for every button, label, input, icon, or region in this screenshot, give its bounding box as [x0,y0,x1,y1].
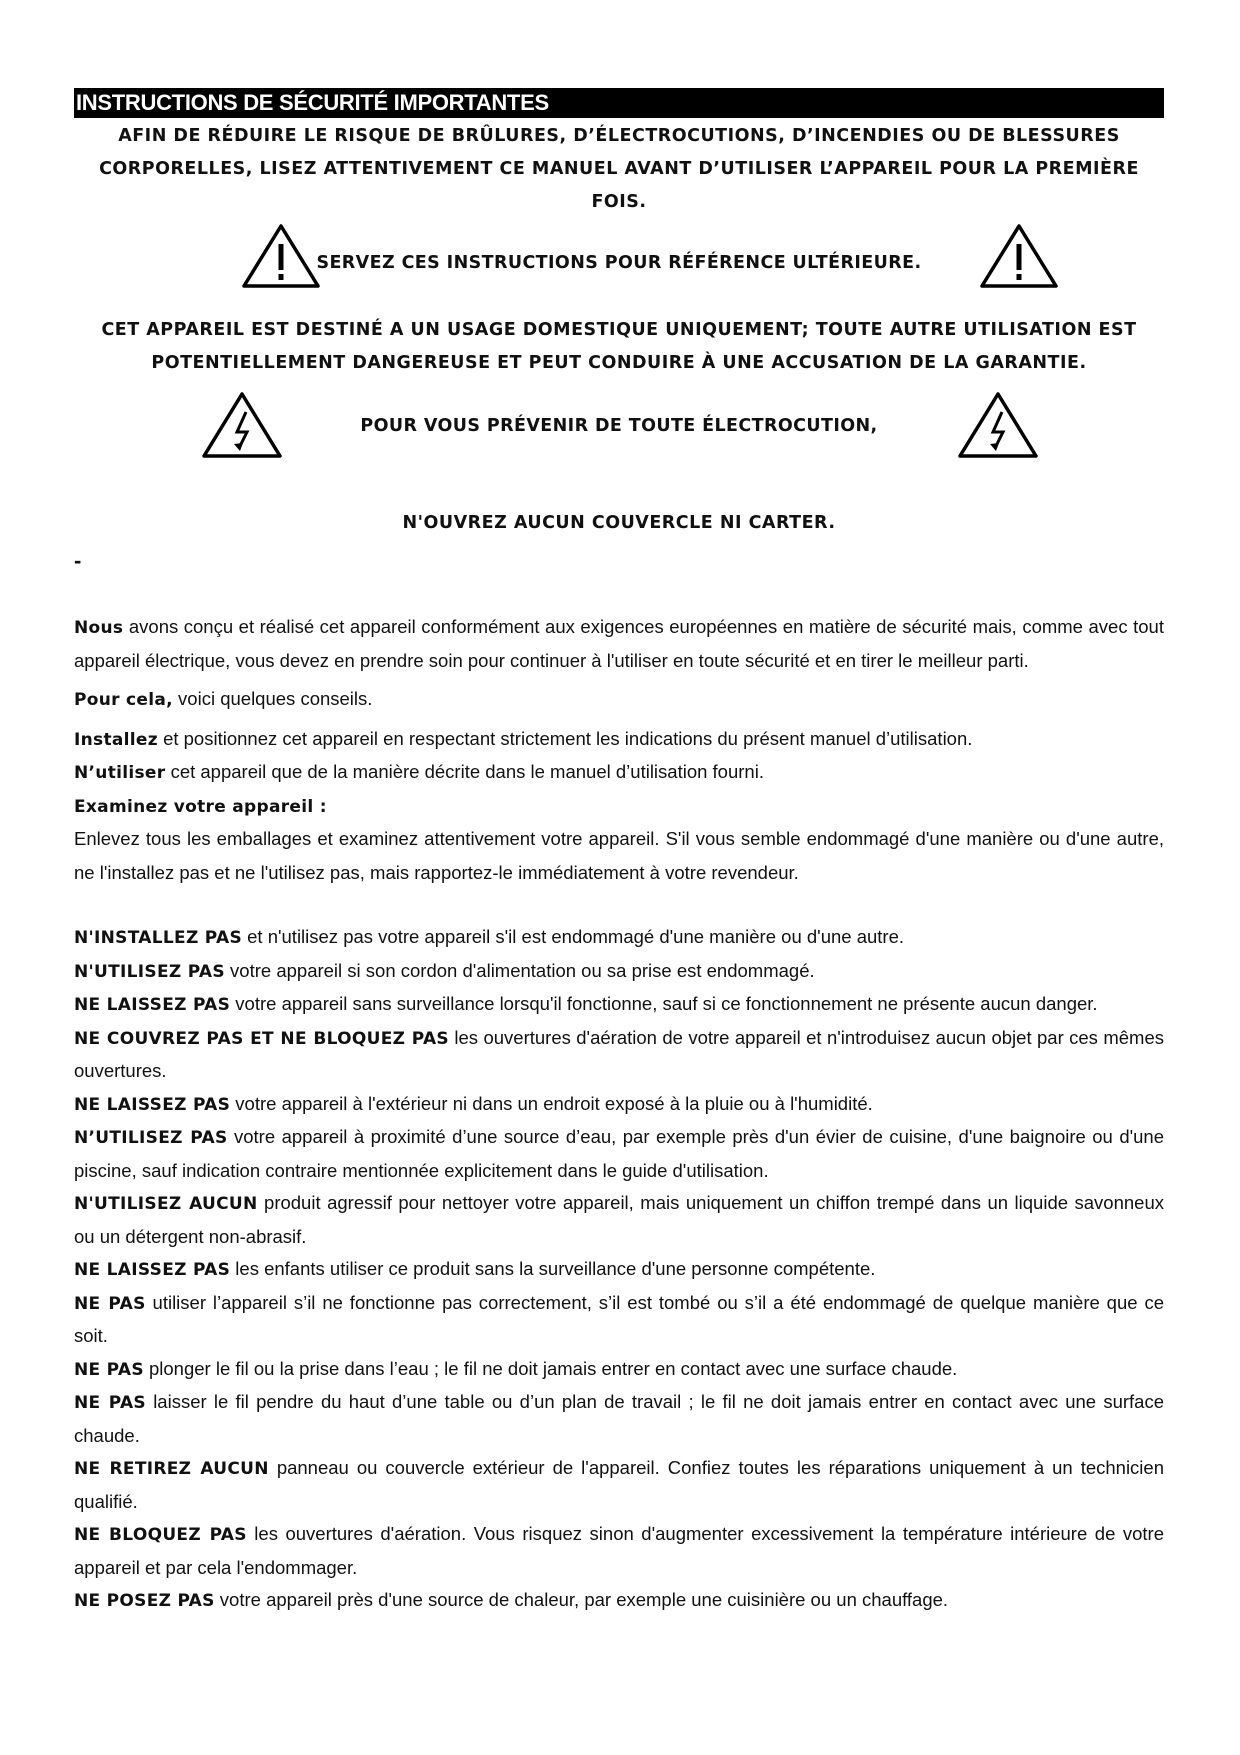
shock-warning-row [74,390,1164,460]
dash-mark: - [74,548,82,573]
paragraph: Enlevez tous les emballages et examinez attentivement votre appareil. S'il vous semble endommagé d'une manière ou d'une autre, ne l'installez pas et ne l'utilisez pas, mais rapportez-le immédiatement à votre revendeur. [74,828,1164,883]
rule-item: NE BLOQUEZ PAS les ouvertures d'aération. Vous risquez sinon d'augmenter excessivement la température intérieure de votre appareil et par cela l'endommager. [74,1523,1165,1578]
rule-item: NE PAS utiliser l’appareil s’il ne fonctionne pas correctement, s’il est tombé ou s’il a été endommagé de quelque manière que ce soit. [74,1291,1164,1346]
rule-item: N'UTILISEZ AUCUN produit agressif pour nettoyer votre appareil, mais uniquement un chiffon trempé dans un liquide savonneux ou un détergent non-abrasif. [74,1192,1165,1247]
domestic-use-warning: CET APPAREIL EST DESTINÉ A UN USAGE DOMESTIQUE UNIQUEMENT; TOUTE AUTRE UTILISATION EST POTENTIELLEMENT DANGEREUSE ET PEUT CONDUIRE À UNE ACCUSATION DE LA GARANTIE. [101,320,1137,373]
safety-body [74,611,1164,1618]
paragraph: Nous avons conçu et réalisé cet appareil conformément aux exigences européennes en matière de sécurité mais, comme avec tout appareil électrique, vous devez en prendre soin pour continuer à l'utiliser en toute sécurité et en tirer le meilleur parti. [74,616,1164,671]
section-heading: Examinez votre appareil : [74,796,327,817]
rule-item: NE POSEZ PAS votre appareil près d'une source de chaleur, par exemple une cuisinière ou un chauffage. [74,1589,949,1611]
page-title: INSTRUCTIONS DE SÉCURITÉ IMPORTANTES [74,88,1164,118]
rule-item: N'INSTALLEZ PAS et n'utilisez pas votre appareil s'il est endommagé d'une manière ou d'une autre. [74,926,905,948]
rule-item: N’UTILISEZ PAS votre appareil à proximité d’une source d’eau, par exemple près d'un évier de cuisine, d'une baignoire ou d'une piscine, sauf indication contraire mentionnée explicitement dans le guide d'utilisation. [74,1126,1165,1181]
rule-item: NE LAISSEZ PAS votre appareil à l'extérieur ni dans un endroit exposé à la pluie ou à l'humidité. [74,1092,873,1115]
rule-item: NE PAS plonger le fil ou la prise dans l’eau ; le fil ne doit jamais entrer en contact avec une surface chaude. [74,1357,958,1380]
intro-warning: AFIN DE RÉDUIRE LE RISQUE DE BRÛLURES, D’ÉLECTROCUTIONS, D’INCENDIES OU DE BLESSURES CORPORELLES, LISEZ ATTENTIVEMENT CE MANUEL AVANT D’UTILISER L’APPAREIL POUR LA PREMIÈRE FOIS. [99,126,1139,212]
high-voltage-icon [956,390,1040,460]
rule-item: N'UTILISEZ PAS votre appareil si son cordon d'alimentation ou sa prise est endommagé. [74,959,815,982]
paragraph: N’utiliser cet appareil que de la manière décrite dans le manuel d’utilisation fourni. [74,761,764,783]
do-not-open-warning: N'OUVREZ AUCUN COUVERCLE NI CARTER. [402,513,836,533]
caution-triangle-icon [978,222,1060,290]
rule-item: NE LAISSEZ PAS les enfants utiliser ce produit sans la surveillance d'une personne compétente. [74,1258,876,1280]
paragraph: Installez et positionnez cet appareil en respectant strictement les indications du présent manuel d’utilisation. [74,727,973,750]
caution-row [74,222,1164,292]
rule-item: NE COUVREZ PAS ET NE BLOQUEZ PAS les ouvertures d'aération de votre appareil et n'introduisez aucun objet par ces mêmes ouvertures. [74,1026,1164,1081]
rule-item: NE RETIREZ AUCUN panneau ou couvercle extérieur de l'appareil. Confiez toutes les réparations uniquement à un technicien qualifié. [74,1457,1164,1512]
shock-warning-text: POUR VOUS PRÉVENIR DE TOUTE ÉLECTROCUTION, [360,416,878,436]
rule-item: NE PAS laisser le fil pendre du haut d’une table ou d’un plan de travail ; le fil ne doit jamais entrer en contact avec une surface chaude. [74,1391,1164,1446]
rule-item: NE LAISSEZ PAS votre appareil sans surveillance lorsqu'il fonctionne, sauf si ce fonctionnement ne présente aucun danger. [74,993,1098,1015]
paragraph: Pour cela, voici quelques conseils. [74,688,373,710]
keep-instructions-text: SERVEZ CES INSTRUCTIONS POUR RÉFÉRENCE ULTÉRIEURE. [316,253,922,273]
